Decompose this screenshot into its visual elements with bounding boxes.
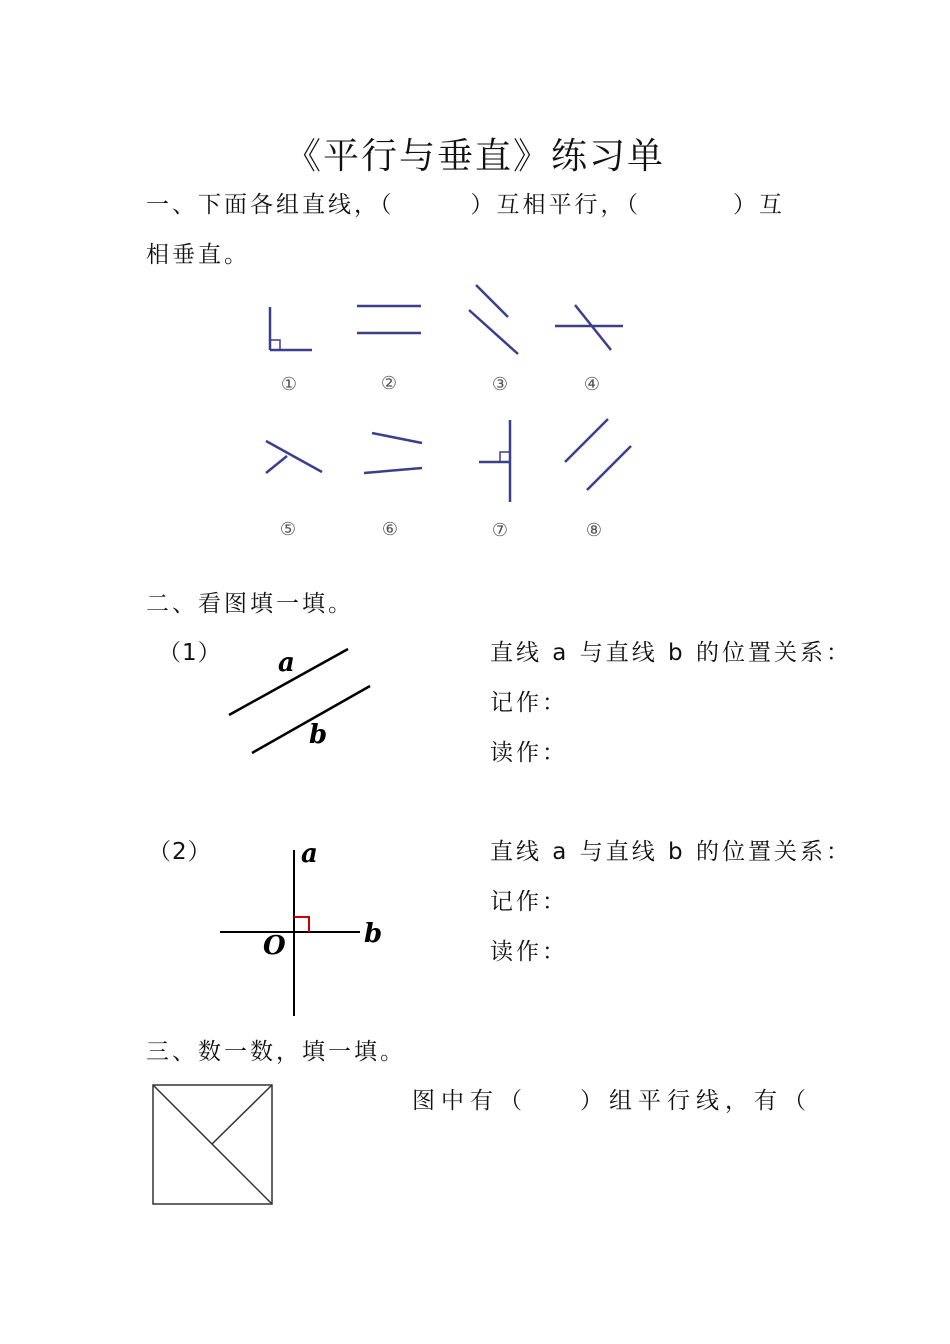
q1-label: （1） bbox=[158, 640, 222, 666]
q1-relation-prompt: 直线 a 与直线 b 的位置关系： bbox=[490, 640, 852, 666]
figure-number-3: ③ bbox=[491, 374, 509, 395]
section1-question-line2: 相垂直。 bbox=[146, 242, 250, 268]
q2-line-b-label: b bbox=[364, 919, 383, 949]
figure-number-4: ④ bbox=[583, 374, 601, 395]
q2-relation-prompt: 直线 a 与直线 b 的位置关系： bbox=[490, 839, 852, 865]
figure-number-8: ⑧ bbox=[585, 520, 603, 541]
page-title: 《平行与垂直》练习单 bbox=[284, 136, 665, 177]
section3-question bbox=[412, 1082, 812, 1115]
section1-text-part-a: 一、下面各组直线，（ bbox=[146, 192, 395, 218]
q2-reading-prompt: 读作： bbox=[490, 939, 568, 965]
q2-line-a-label: a bbox=[301, 839, 318, 869]
section3-text-part-a: 图中有（ bbox=[412, 1088, 528, 1114]
figure-number-6: ⑥ bbox=[381, 519, 399, 540]
section1-text-part-b: ）互相平行，（ bbox=[470, 192, 641, 218]
figure-number-5: ⑤ bbox=[279, 519, 297, 540]
q1-reading-prompt: 读作： bbox=[490, 740, 568, 766]
figure-number-1: ① bbox=[280, 374, 298, 395]
q1-line-b-label: b bbox=[309, 720, 328, 750]
q2-origin-label: O bbox=[263, 931, 286, 961]
section3-heading: 三、数一数，填一填。 bbox=[146, 1039, 406, 1065]
figure-number-2: ② bbox=[380, 373, 398, 394]
q1-notation-prompt: 记作： bbox=[490, 690, 568, 716]
q2-label: （2） bbox=[148, 839, 212, 865]
section2-heading: 二、看图填一填。 bbox=[146, 591, 354, 617]
figure-number-7: ⑦ bbox=[491, 520, 509, 541]
section3-text-part-b: ）组平行线，有（ bbox=[580, 1088, 812, 1114]
q1-line-a-label: a bbox=[278, 648, 295, 678]
section1-text-part-c: ）互 bbox=[733, 192, 785, 218]
q2-notation-prompt: 记作： bbox=[490, 889, 568, 915]
